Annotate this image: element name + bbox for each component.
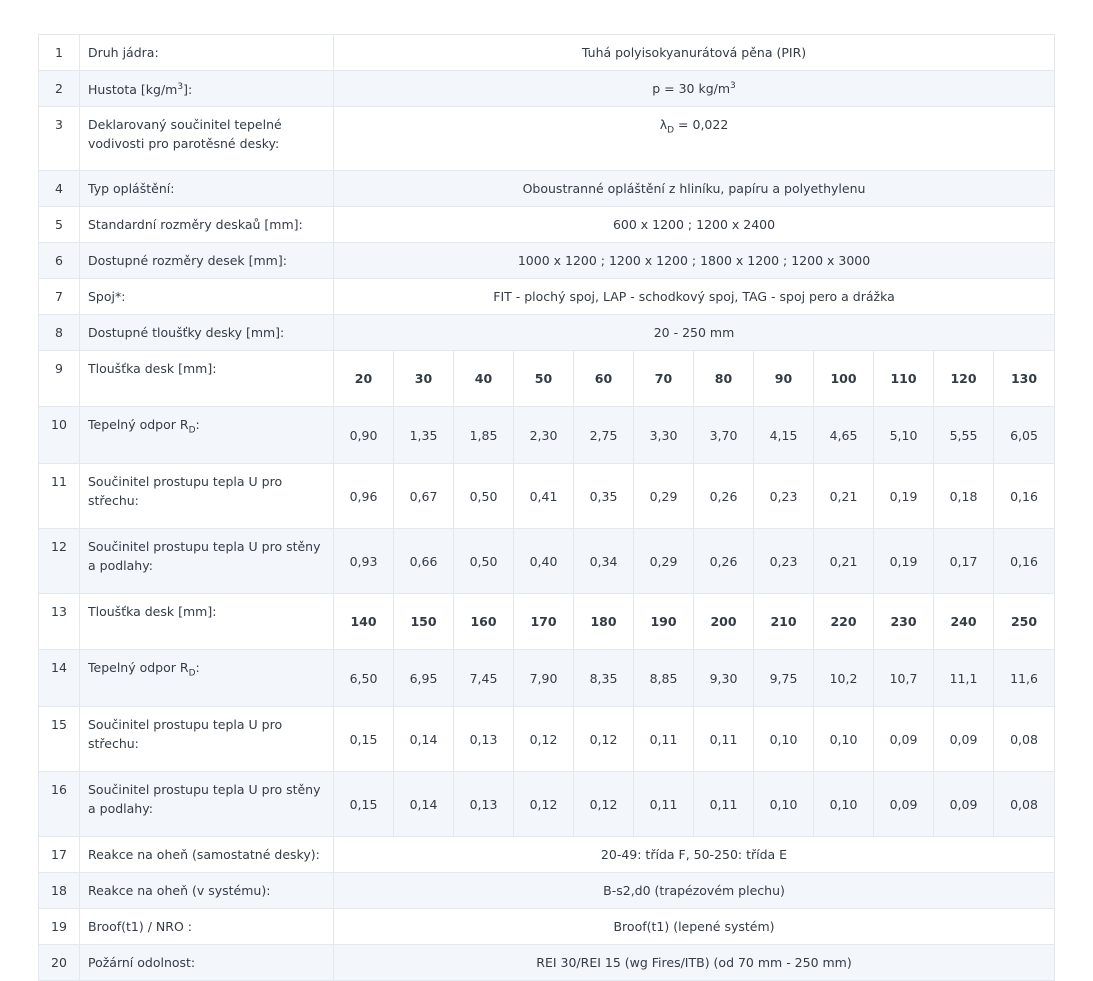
table-row — [39, 279, 1055, 315]
value-cell: 0,10 — [754, 707, 814, 772]
value-cell: 7,45 — [454, 650, 514, 707]
value-cell: 0,40 — [514, 529, 574, 594]
row-number: 1 — [39, 35, 80, 71]
thickness-cell: 60 — [574, 351, 634, 407]
thickness-cell: 150 — [394, 594, 454, 650]
row-number: 13 — [39, 594, 80, 650]
row-label: Druh jádra: — [80, 35, 334, 71]
value-cell: 0,10 — [814, 772, 874, 837]
thickness-cell: 170 — [514, 594, 574, 650]
row-value — [334, 107, 1055, 171]
table-row — [39, 772, 1055, 837]
value-cell: 0,08 — [994, 772, 1055, 837]
value-cell: 9,30 — [694, 650, 754, 707]
thickness-cell: 210 — [754, 594, 814, 650]
value-cell: 0,09 — [934, 772, 994, 837]
value-cell: 0,12 — [514, 772, 574, 837]
row-label: Součinitel prostupu tepla U pro střechu: — [80, 464, 334, 529]
row-number: 8 — [39, 315, 80, 351]
value-cell: 0,66 — [394, 529, 454, 594]
table-row — [39, 315, 1055, 351]
thickness-cell: 50 — [514, 351, 574, 407]
row-number: 3 — [39, 107, 80, 171]
value-cell: 0,21 — [814, 529, 874, 594]
row-number: 6 — [39, 243, 80, 279]
table-row — [39, 35, 1055, 71]
row-number: 14 — [39, 650, 80, 707]
value-cell: 0,21 — [814, 464, 874, 529]
value-cell: 0,29 — [634, 529, 694, 594]
value-cell: 5,55 — [934, 407, 994, 464]
row-number: 16 — [39, 772, 80, 837]
row-number: 10 — [39, 407, 80, 464]
thickness-cell: 20 — [334, 351, 394, 407]
value-cell: 6,05 — [994, 407, 1055, 464]
row-number: 20 — [39, 945, 80, 981]
row-label: Požární odolnost: — [80, 945, 334, 981]
row-value: 20-49: třída F, 50-250: třída E — [334, 837, 1055, 873]
value-cell: 0,15 — [334, 772, 394, 837]
value-superscript: 3 — [730, 80, 736, 91]
row-number: 15 — [39, 707, 80, 772]
table-row — [39, 243, 1055, 279]
value-cell: 6,95 — [394, 650, 454, 707]
value-cell: 0,16 — [994, 529, 1055, 594]
value-text: λ — [659, 117, 668, 132]
table-row — [39, 945, 1055, 981]
value-cell: 0,11 — [634, 772, 694, 837]
value-cell: 8,85 — [634, 650, 694, 707]
thickness-cell: 160 — [454, 594, 514, 650]
value-cell: 0,26 — [694, 464, 754, 529]
value-cell: 8,35 — [574, 650, 634, 707]
value-cell: 0,15 — [334, 707, 394, 772]
value-cell: 10,7 — [874, 650, 934, 707]
value-cell: 0,29 — [634, 464, 694, 529]
value-cell: 2,75 — [574, 407, 634, 464]
value-cell: 0,12 — [574, 772, 634, 837]
table-row — [39, 529, 1055, 594]
value-cell: 0,23 — [754, 464, 814, 529]
row-value: 600 x 1200 ; 1200 x 2400 — [334, 207, 1055, 243]
value-cell: 0,96 — [334, 464, 394, 529]
row-number: 4 — [39, 171, 80, 207]
value-cell: 0,14 — [394, 707, 454, 772]
value-cell: 0,41 — [514, 464, 574, 529]
value-cell: 0,34 — [574, 529, 634, 594]
row-number: 5 — [39, 207, 80, 243]
value-cell: 0,67 — [394, 464, 454, 529]
table-row — [39, 107, 1055, 171]
thickness-cell: 100 — [814, 351, 874, 407]
table-row — [39, 707, 1055, 772]
row-label: Součinitel prostupu tepla U pro stěny a podlahy: — [80, 529, 334, 594]
value-cell: 7,90 — [514, 650, 574, 707]
value-cell: 9,75 — [754, 650, 814, 707]
value-cell: 0,12 — [514, 707, 574, 772]
value-cell: 0,10 — [814, 707, 874, 772]
row-number: 11 — [39, 464, 80, 529]
thickness-cell: 130 — [994, 351, 1055, 407]
row-number: 7 — [39, 279, 80, 315]
thickness-cell: 180 — [574, 594, 634, 650]
label-subscript: D — [188, 425, 196, 436]
row-label: Reakce na oheň (samostatné desky): — [80, 837, 334, 873]
label-text: : — [195, 660, 200, 675]
row-label: Deklarovaný součinitel tepelné vodivosti pro parotěsné desky: — [80, 107, 334, 171]
row-label: Typ opláštění: — [80, 171, 334, 207]
value-cell: 0,17 — [934, 529, 994, 594]
value-cell: 0,90 — [334, 407, 394, 464]
row-value: 20 - 250 mm — [334, 315, 1055, 351]
label-text: Tepelný odpor R — [88, 417, 189, 432]
table-row — [39, 71, 1055, 107]
label-text: ]: — [183, 82, 193, 98]
value-cell: 0,16 — [994, 464, 1055, 529]
value-cell: 3,70 — [694, 407, 754, 464]
table-row — [39, 464, 1055, 529]
value-cell: 0,26 — [694, 529, 754, 594]
value-cell: 0,08 — [994, 707, 1055, 772]
thickness-cell: 230 — [874, 594, 934, 650]
row-number: 19 — [39, 909, 80, 945]
row-label: Dostupné tloušťky desky [mm]: — [80, 315, 334, 351]
row-value: 1000 x 1200 ; 1200 x 1200 ; 1800 x 1200 ; 1200 x 3000 — [334, 243, 1055, 279]
label-text: : — [195, 417, 200, 432]
table-row — [39, 594, 1055, 650]
value-cell: 0,14 — [394, 772, 454, 837]
value-text: = 0,022 — [674, 117, 729, 132]
row-value: Oboustranné opláštění z hliníku, papíru a polyethylenu — [334, 171, 1055, 207]
value-cell: 0,19 — [874, 529, 934, 594]
label-text: Tepelný odpor R — [88, 660, 189, 675]
value-cell: 10,2 — [814, 650, 874, 707]
table-row — [39, 873, 1055, 909]
row-number: 18 — [39, 873, 80, 909]
row-value: B-s2,d0 (trapézovém plechu) — [334, 873, 1055, 909]
row-number: 17 — [39, 837, 80, 873]
row-label: Reakce na oheň (v systému): — [80, 873, 334, 909]
value-cell: 5,10 — [874, 407, 934, 464]
row-number: 12 — [39, 529, 80, 594]
value-cell: 2,30 — [514, 407, 574, 464]
thickness-cell: 220 — [814, 594, 874, 650]
thickness-cell: 30 — [394, 351, 454, 407]
value-cell: 4,65 — [814, 407, 874, 464]
value-cell: 0,11 — [694, 772, 754, 837]
value-cell: 0,18 — [934, 464, 994, 529]
value-cell: 1,85 — [454, 407, 514, 464]
row-label — [80, 407, 334, 464]
value-cell: 0,50 — [454, 464, 514, 529]
value-cell: 4,15 — [754, 407, 814, 464]
value-cell: 11,6 — [994, 650, 1055, 707]
thickness-cell: 250 — [994, 594, 1055, 650]
value-cell: 0,13 — [454, 707, 514, 772]
thickness-cell: 40 — [454, 351, 514, 407]
value-cell: 3,30 — [634, 407, 694, 464]
table-row — [39, 207, 1055, 243]
value-cell: 11,1 — [934, 650, 994, 707]
table-row — [39, 407, 1055, 464]
table-row — [39, 909, 1055, 945]
value-cell: 0,11 — [634, 707, 694, 772]
value-cell: 0,11 — [694, 707, 754, 772]
row-label: Dostupné rozměry desek [mm]: — [80, 243, 334, 279]
spec-table-container — [38, 34, 1054, 981]
row-label: Broof(t1) / NRO : — [80, 909, 334, 945]
label-superscript: 3 — [177, 81, 184, 92]
row-value: Broof(t1) (lepené systém) — [334, 909, 1055, 945]
table-row — [39, 837, 1055, 873]
value-cell: 0,10 — [754, 772, 814, 837]
table-row — [39, 650, 1055, 707]
value-cell: 0,35 — [574, 464, 634, 529]
row-label: Standardní rozměry deskaů [mm]: — [80, 207, 334, 243]
value-cell: 6,50 — [334, 650, 394, 707]
thickness-cell: 190 — [634, 594, 694, 650]
row-value: REI 30/REI 15 (wg Fires/ITB) (od 70 mm - 250 mm) — [334, 945, 1055, 981]
product-spec-table — [38, 34, 1055, 981]
label-text: Hustota [kg/m — [88, 82, 178, 98]
thickness-cell: 240 — [934, 594, 994, 650]
row-value: FIT - plochý spoj, LAP - schodkový spoj, TAG - spoj pero a drážka — [334, 279, 1055, 315]
value-cell: 0,09 — [934, 707, 994, 772]
row-label: Tloušťka desk [mm]: — [80, 351, 334, 407]
thickness-cell: 80 — [694, 351, 754, 407]
thickness-cell: 120 — [934, 351, 994, 407]
table-row — [39, 171, 1055, 207]
row-label — [80, 650, 334, 707]
value-cell: 0,12 — [574, 707, 634, 772]
value-cell: 0,13 — [454, 772, 514, 837]
value-cell: 0,50 — [454, 529, 514, 594]
row-label: Součinitel prostupu tepla U pro stěny a podlahy: — [80, 772, 334, 837]
thickness-cell: 200 — [694, 594, 754, 650]
value-subscript: D — [667, 125, 675, 136]
thickness-cell: 110 — [874, 351, 934, 407]
row-value — [334, 71, 1055, 107]
value-cell: 0,09 — [874, 772, 934, 837]
value-cell: 0,09 — [874, 707, 934, 772]
value-cell: 1,35 — [394, 407, 454, 464]
row-label: Spoj*: — [80, 279, 334, 315]
value-cell: 0,93 — [334, 529, 394, 594]
label-subscript: D — [188, 668, 196, 679]
thickness-cell: 140 — [334, 594, 394, 650]
table-row — [39, 351, 1055, 407]
row-number: 9 — [39, 351, 80, 407]
row-label — [80, 71, 334, 107]
row-number: 2 — [39, 71, 80, 107]
value-cell: 0,19 — [874, 464, 934, 529]
thickness-cell: 70 — [634, 351, 694, 407]
row-label: Tloušťka desk [mm]: — [80, 594, 334, 650]
thickness-cell: 90 — [754, 351, 814, 407]
value-text: p = 30 kg/m — [652, 81, 731, 97]
row-value: Tuhá polyisokyanurátová pěna (PIR) — [334, 35, 1055, 71]
row-label: Součinitel prostupu tepla U pro střechu: — [80, 707, 334, 772]
value-cell: 0,23 — [754, 529, 814, 594]
